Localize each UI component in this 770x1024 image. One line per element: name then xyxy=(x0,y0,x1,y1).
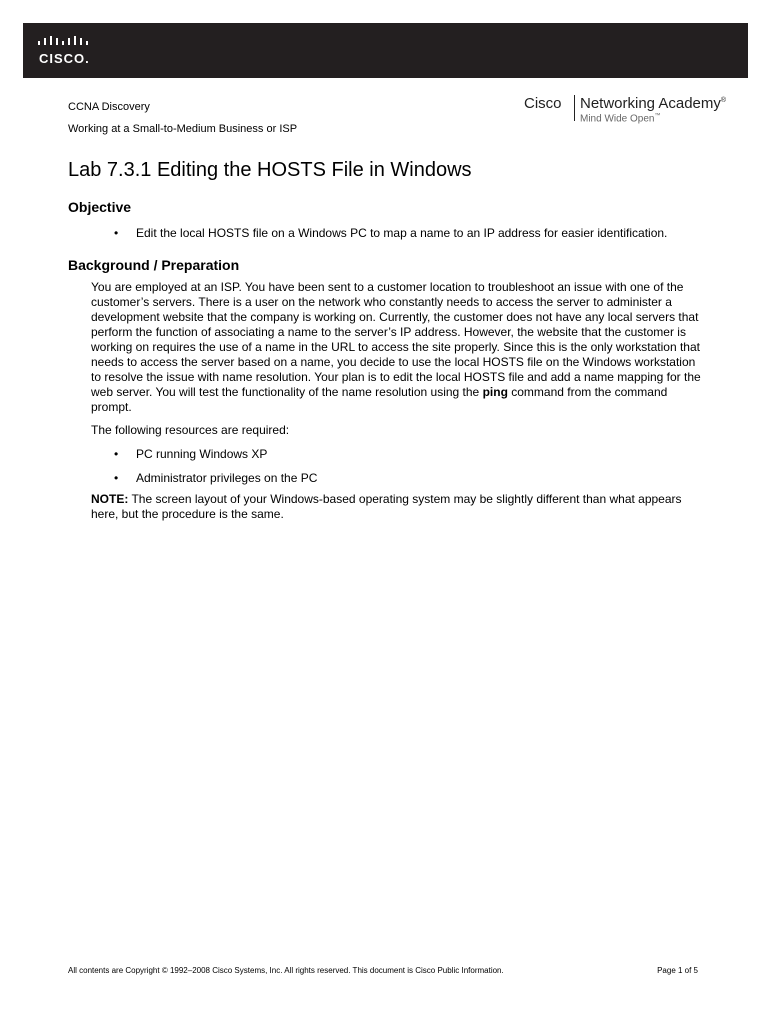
copyright-text: All contents are Copyright © 1992–2008 Cisco Systems, Inc. All rights reserved. This document is Cisco Public Information. xyxy=(68,966,504,975)
course-name: CCNA Discovery xyxy=(68,101,150,113)
cisco-logo xyxy=(37,36,97,68)
note-paragraph: NOTE: The screen layout of your Windows-based operating system may be slightly different than what appears here, but the procedure is the same. xyxy=(91,492,682,521)
course-subtitle: Working at a Small-to-Medium Business or ISP xyxy=(68,123,298,135)
ping-command: ping xyxy=(482,385,508,399)
resources-intro: The following resources are required: xyxy=(91,423,290,437)
note-label: NOTE: xyxy=(91,492,129,506)
academy-name: Networking Academy® xyxy=(580,95,727,112)
cisco-bars-icon xyxy=(37,36,89,48)
header-banner xyxy=(23,23,748,78)
academy-divider xyxy=(574,95,575,121)
academy-cisco: Cisco xyxy=(524,95,562,112)
academy-tagline: Mind Wide Open™ xyxy=(580,113,661,125)
cisco-wordmark: CISCO. xyxy=(39,51,90,66)
page-number: Page 1 of 5 xyxy=(657,966,698,975)
networking-academy-logo xyxy=(516,92,746,134)
objective-heading: Objective xyxy=(68,199,132,215)
bullet-icon: • xyxy=(114,226,119,240)
bullet-icon: • xyxy=(114,471,119,485)
background-heading: Background / Preparation xyxy=(68,257,240,273)
background-paragraph: You are employed at an ISP. You have been sent to a customer location to troubleshoot an issue with one of the customer’s servers. There is a user on the network who constantly needs to access the server to administer a development website that the company is working on. Currently, the customer does not have any local servers that perform the function of associating a name to the server’s IP address. However, the website that the customer is working on requires the use of a name in the URL to access the site properly. Since this is the only workstation that needs to access the server based on a name, you decide to use the local HOSTS file on the Windows workstation to resolve the issue with name resolution. Your plan is to edit the local HOSTS file and add a name mapping for the web server. You will test the functionality of the name resolution using the ping command from the command prompt. xyxy=(91,280,701,414)
header-text xyxy=(68,100,297,144)
bullet-icon: • xyxy=(114,447,119,461)
document-title: Lab 7.3.1 Editing the HOSTS File in Windows xyxy=(68,159,472,181)
